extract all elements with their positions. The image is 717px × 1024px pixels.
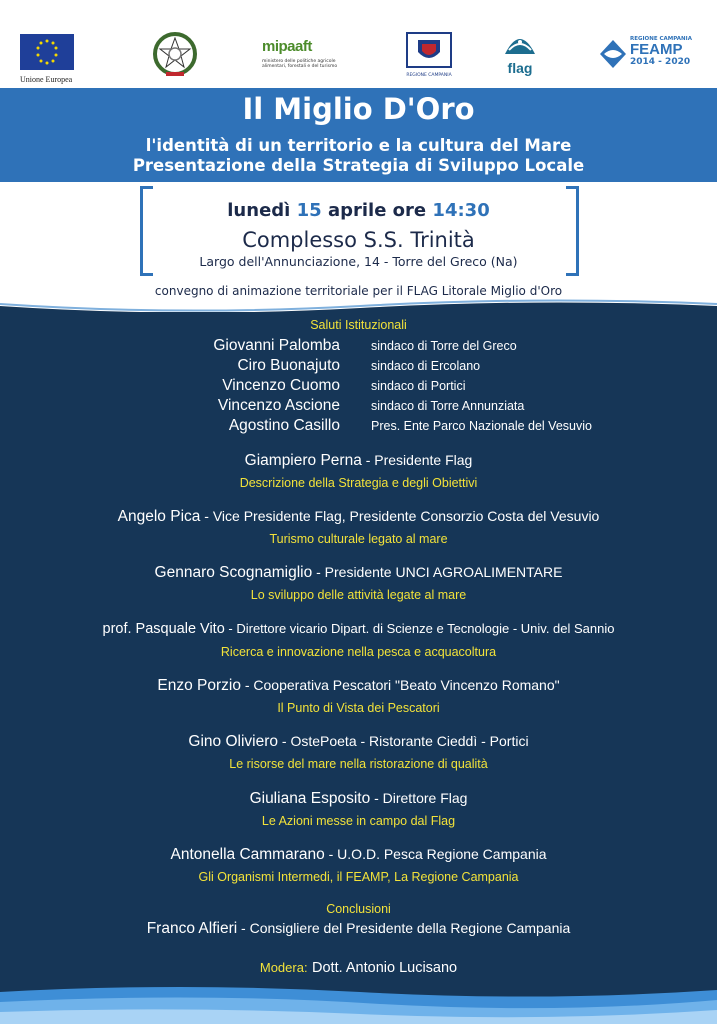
saluti-row [0, 357, 717, 377]
saluti-name: Vincenzo Ascione [217, 397, 340, 414]
speaker-name: prof. Pasquale Vito [102, 621, 225, 637]
saluti-row [0, 417, 717, 437]
saluti-role: sindaco di Ercolano [371, 359, 481, 373]
campania-label: REGIONE CAMPANIA [406, 73, 452, 78]
mipaaft-sub2: alimentari, forestali e del turismo [262, 64, 338, 69]
moderator-label: Modera: [259, 960, 308, 975]
speaker-name: Giampiero Perna [244, 452, 362, 469]
event-address: Largo dell'Annunciazione, 14 - Torre del Greco (Na) [199, 254, 518, 269]
eu-label: Unione Europea [20, 75, 73, 84]
conclusioni-role: - Consigliere del Presidente della Regione Campania [237, 920, 571, 936]
mipaaft-sub1: ministero delle politiche agricole [262, 59, 336, 64]
saluti-role: Pres. Ente Parco Nazionale del Vesuvio [371, 419, 592, 433]
speaker-topic: Il Punto di Vista dei Pescatori [277, 701, 440, 715]
saluti-role: sindaco di Torre Annunziata [371, 399, 525, 413]
wave-divider-top [0, 296, 717, 316]
saluti-heading: Saluti Istituzionali [310, 318, 407, 332]
speaker-role: - Presidente Flag [361, 452, 473, 468]
saluti-name: Vincenzo Cuomo [222, 377, 340, 394]
speaker-name: Gino Oliviero [188, 733, 279, 750]
subtitle-strategy: Presentazione della Strategia di Sviluppo Locale [132, 156, 585, 175]
speaker-line [0, 733, 717, 751]
feamp-wave-icon [598, 36, 628, 72]
wave-decoration-bottom [0, 982, 717, 1024]
speaker-line [0, 621, 717, 637]
speaker-topic: Ricerca e innovazione nella pesca e acquacoltura [220, 645, 497, 659]
speaker-topic: Turismo culturale legato al mare [269, 532, 448, 546]
speaker-topic: Descrizione della Strategia e degli Obiettivi [239, 476, 478, 490]
mipaaft-title: mipaaft [262, 38, 312, 55]
event-venue: Complesso S.S. Trinità [242, 228, 475, 252]
speaker-role: - Presidente UNCI AGROALIMENTARE [312, 564, 563, 580]
logo-strip [0, 0, 717, 88]
speaker-topic: Lo sviluppo delle attività legate al mare [250, 588, 467, 602]
speaker-name: Angelo Pica [117, 508, 201, 525]
italy-emblem [152, 30, 198, 84]
feamp-years: 2014 - 2020 [630, 57, 691, 67]
flag-label: flag [507, 60, 533, 76]
flag-logo [500, 28, 540, 76]
speaker-name: Enzo Porzio [157, 677, 241, 694]
fish-wave-icon [501, 28, 539, 60]
star-emblem-icon [152, 30, 198, 80]
campania-logo [406, 32, 452, 78]
speaker-line [0, 677, 717, 695]
speaker-name: Antonella Cammarano [170, 846, 325, 863]
event-day: lunedì [227, 200, 291, 221]
speaker-topic: Le risorse del mare nella ristorazione di qualità [229, 757, 488, 771]
saluti-row [0, 337, 717, 357]
subtitle-identity: l'identità di un territorio e la cultura del Mare [145, 136, 572, 155]
feamp-title: FEAMP [630, 41, 683, 58]
mipaaft-logo [262, 38, 344, 69]
event-month: aprile ore [327, 200, 427, 221]
speaker-line [0, 846, 717, 864]
saluti-row [0, 397, 717, 417]
eu-logo [20, 34, 74, 82]
conclusioni-heading: Conclusioni [326, 902, 391, 916]
campania-shield-icon [406, 32, 452, 68]
saluti-name: Ciro Buonajuto [237, 357, 340, 374]
speaker-name: Gennaro Scognamiglio [154, 564, 313, 581]
speaker-role: - Direttore Flag [370, 790, 468, 806]
speaker-line [0, 508, 717, 526]
moderator-name: Dott. Antonio Lucisano [312, 960, 458, 976]
eu-flag-icon [20, 34, 74, 70]
speaker-role: - Direttore vicario Dipart. di Scienze e Tecnologie - Univ. del Sannio [224, 621, 615, 636]
event-time: 14:30 [432, 200, 490, 221]
event-date-number: 15 [296, 200, 322, 221]
speaker-line [0, 564, 717, 582]
page-title: Il Miglio D'Oro [242, 92, 475, 126]
conclusioni-line [0, 920, 717, 938]
saluti-name: Agostino Casillo [228, 417, 340, 434]
moderator-line [0, 959, 717, 977]
speaker-name: Giuliana Esposito [249, 790, 371, 807]
saluti-row [0, 377, 717, 397]
speaker-topic: Le Azioni messe in campo dal Flag [261, 814, 456, 828]
event-date [0, 200, 717, 221]
saluti-name: Giovanni Palomba [213, 337, 340, 354]
event-description: convegno di animazione territoriale per il FLAG Litorale Miglio d'Oro [154, 284, 563, 298]
speaker-role: - U.O.D. Pesca Regione Campania [324, 846, 547, 862]
speaker-line [0, 452, 717, 470]
speaker-role: - Cooperativa Pescatori "Beato Vincenzo Romano" [240, 677, 560, 693]
speaker-topic: Gli Organismi Intermedi, il FEAMP, La Regione Campania [198, 870, 519, 884]
speaker-role: - OstePoeta - Ristorante Cieddì - Portici [278, 733, 529, 749]
saluti-role: sindaco di Portici [371, 379, 466, 393]
saluti-role: sindaco di Torre del Greco [371, 339, 517, 353]
speaker-line [0, 790, 717, 808]
feamp-region: REGIONE CAMPANIA [630, 36, 692, 42]
conclusioni-name: Franco Alfieri [146, 920, 238, 937]
speaker-role: - Vice Presidente Flag, Presidente Consorzio Costa del Vesuvio [200, 508, 600, 524]
